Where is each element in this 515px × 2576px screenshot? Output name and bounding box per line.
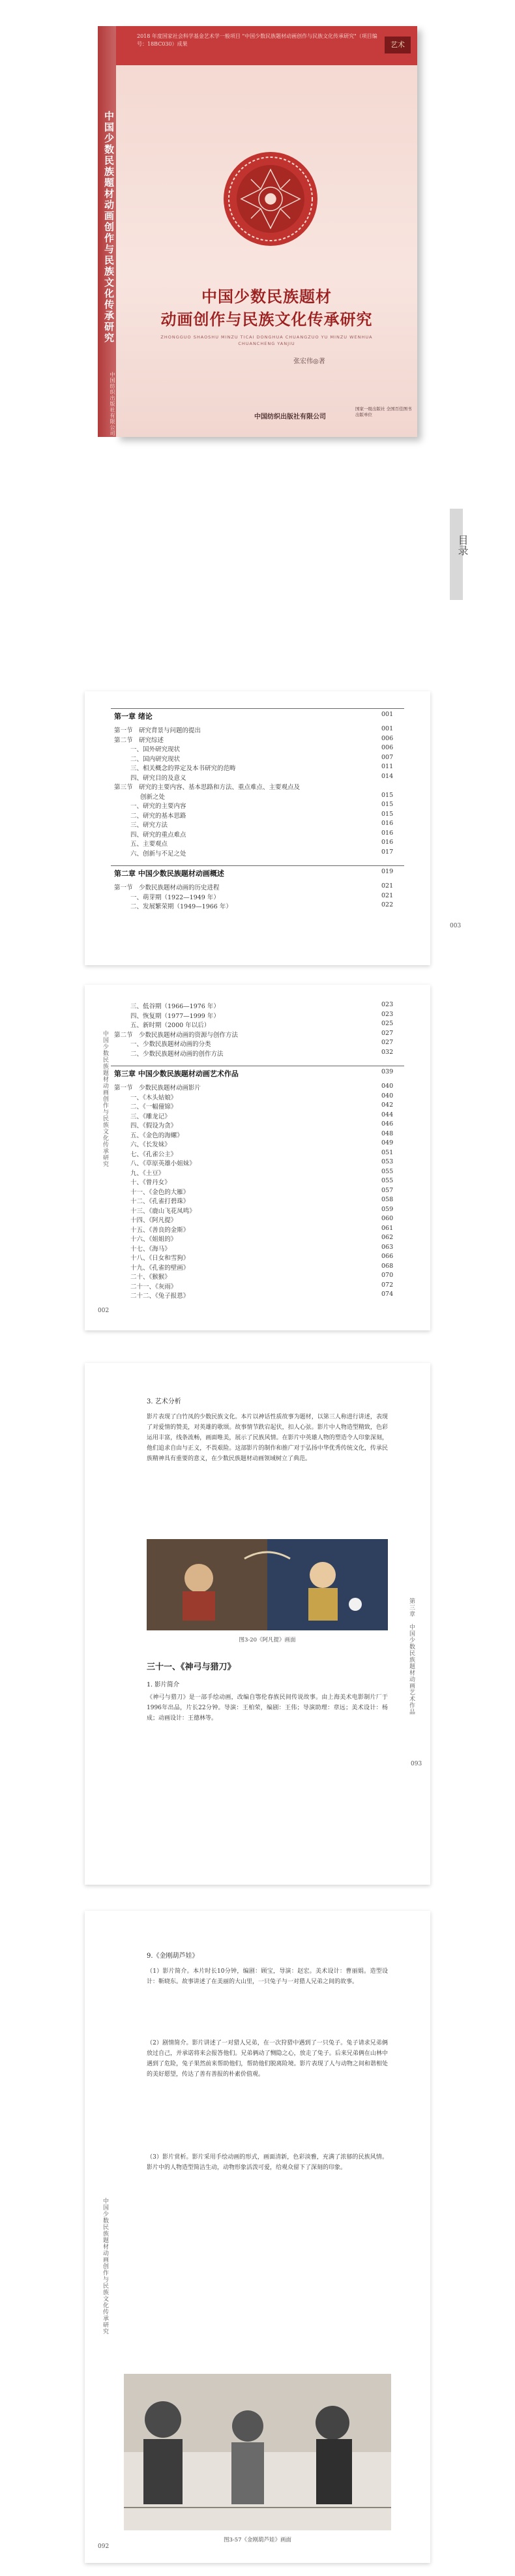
figure-3-57 <box>124 2374 391 2530</box>
toc-item-text: 十三、《鹿山飞花凤鸣》 <box>130 1207 196 1215</box>
toc-item-page: 042 <box>381 1101 394 1109</box>
toc-item-text: 十二、《孔雀打碧珠》 <box>130 1198 190 1205</box>
toc-item-page: 015 <box>381 810 394 818</box>
toc-item-text: 十四、《阿凡提》 <box>130 1217 177 1224</box>
toc-item-page: 022 <box>381 901 394 908</box>
toc-item-page: 021 <box>381 891 394 899</box>
toc-item-page: 059 <box>381 1205 394 1213</box>
toc-item-text: 一、国外研究现状 <box>130 746 181 753</box>
cover-publisher-note: 国家一级出版社 全国百佳图书出版单位 <box>355 406 412 417</box>
animation-still-icon <box>147 1539 388 1630</box>
toc-item-page: 016 <box>381 839 394 846</box>
toc-page-number: 003 <box>450 923 462 929</box>
toc-item-page: 070 <box>381 1272 394 1279</box>
toc-item-text: 一、少数民族题材动画的分类 <box>130 1041 211 1048</box>
figure-3-20 <box>147 1539 388 1630</box>
toc-item-page: 027 <box>381 1039 394 1046</box>
toc-item-page: 055 <box>381 1177 394 1184</box>
toc-item-text: 六、《长发妹》 <box>130 1141 171 1148</box>
toc-item-page: 032 <box>381 1048 394 1056</box>
toc-item-text: 四、《假设为贪》 <box>130 1122 177 1130</box>
toc-item-page: 055 <box>381 1167 394 1175</box>
p4-para1: （1）影片简介。本片时长10分钟，编剧：顾宝，导演：赵宏。美术设计：曹丽娟。造型设计：靳晓东。故事讲述了在美丽的大山里，一只兔子与一对猎人兄弟之间的故事。 <box>147 1968 388 1985</box>
toc-item-text: 二十一、《灰雨》 <box>130 1283 177 1291</box>
p3-section-heading: 三十一、《神弓与猎刀》 <box>147 1662 236 1672</box>
toc-item-text: 二十、《猴猴》 <box>130 1274 171 1281</box>
toc-chapter-2-page: 019 <box>381 868 394 875</box>
toc-item-text: 五、《金色的海螺》 <box>130 1131 183 1139</box>
p3-intro: 《神弓与猎刀》是一部手绘动画，改编自鄂伦春族民间传说故事。由上海美术电影制片厂于1996年出品，片长22分钟。导演：王柏荣，编剧：王伟；导演助理：章远；美术设计：杨成；动画设计：王德林等。 <box>147 1694 388 1722</box>
toc-item-page: 017 <box>381 848 394 856</box>
toc-item-page: 016 <box>381 820 394 827</box>
toc-item-page: 016 <box>381 829 394 837</box>
chapter-divider <box>111 708 404 709</box>
toc-item-text: 七、《孔雀公主》 <box>130 1150 177 1158</box>
toc-item-text: 一、《木头姑娘》 <box>130 1094 177 1101</box>
figure-3-57-caption: 图3-57《金刚葫芦娃》画面 <box>223 2537 292 2543</box>
p4-heading: 9.《金刚葫芦娃》 <box>147 1953 199 1960</box>
toc-item-text: 四、恢复期（1977—1999 年） <box>130 1012 220 1020</box>
toc-item-text: 第一节 少数民族题材动画的历史进程 <box>114 884 220 891</box>
toc-item-page: 060 <box>381 1215 394 1222</box>
toc-item-text: 二、少数民族题材动画的创作方法 <box>130 1050 224 1058</box>
toc-item-page: 063 <box>381 1243 394 1251</box>
p3-heading: 3. 艺术分析 <box>147 1398 181 1405</box>
toc-item-page: 011 <box>381 763 394 770</box>
toc2-page-number: 002 <box>98 1308 110 1314</box>
p3-side-label: 第三章 中国少数民族题材动画艺术作品 <box>408 1598 415 1715</box>
cover-badge: 艺术 <box>385 37 411 53</box>
toc-item-page: 014 <box>381 772 394 780</box>
toc-item-text: 十一、《金色的大雁》 <box>130 1188 190 1196</box>
toc-item-page: 066 <box>381 1253 394 1260</box>
toc-item-text: 二十二、《兔子报恩》 <box>130 1293 190 1300</box>
toc-item-page: 074 <box>381 1291 394 1298</box>
toc-item-page: 015 <box>381 801 394 808</box>
p4-para3: （3）影片赏析。影片采用手绘动画的形式，画面清新，色彩淡雅，充满了浓郁的民族风情。影片中的人物造型简洁生动，动物形象活泼可爱，给观众留下了深刻的印象。 <box>147 2154 388 2171</box>
toc-item-page: 061 <box>381 1224 394 1232</box>
toc-item-page: 048 <box>381 1130 394 1137</box>
toc-item-text: 十六、《姐姐的》 <box>130 1236 177 1243</box>
toc-item-text: 十、《曾丹女》 <box>130 1179 171 1186</box>
page-side-label: 中国少数民族题材动画创作与民族文化传承研究 <box>102 1030 108 1167</box>
toc-item-text: 十五、《善良的金斯》 <box>130 1226 190 1234</box>
p4-para2: （2）剧情简介。影片讲述了一对猎人兄弟，在一次狩猎中遇到了一只兔子。兔子请求兄弟俩放过自己，并承诺将来会报答他们。兄弟俩动了恻隐之心，放走了兔子。后来兄弟俩在山林中遇到了危险，兔子果然前来帮助他们，帮助他们脱离险境。影片表现了人与动物之间和谐相处的美好愿望，传达了善有善报的朴素价值观。 <box>147 2040 388 2078</box>
toc-item-text: 二、研究的基本思路 <box>130 812 186 820</box>
toc-item-page: 053 <box>381 1158 394 1165</box>
toc-item-text: 四、研究目的及意义 <box>130 774 186 782</box>
toc-item-page: 006 <box>381 744 394 751</box>
animation-still-2-icon <box>124 2374 391 2530</box>
toc-item-text: 六、创新与不足之处 <box>130 850 186 858</box>
toc-item-page: 023 <box>381 1010 394 1018</box>
toc-item-page: 062 <box>381 1234 394 1241</box>
toc-item-text: 十七、《海马》 <box>130 1245 171 1253</box>
toc-item-text: 二、《一幅僮锦》 <box>130 1103 177 1111</box>
toc-item-page: 006 <box>381 734 394 742</box>
toc-item-page: 025 <box>381 1020 394 1027</box>
toc-item-text: 三、低谷期（1966—1976 年） <box>130 1003 220 1010</box>
toc-item-text: 二、国内研究现状 <box>130 755 181 763</box>
toc-item-page: 051 <box>381 1148 394 1156</box>
toc-item-text: 八、《草原英雄小姐妹》 <box>130 1160 196 1167</box>
toc-item-page: 049 <box>381 1139 394 1146</box>
chapter-divider <box>111 865 404 866</box>
toc-item-text: 十八、《日女和雪狗》 <box>130 1255 190 1262</box>
toc-item-page: 058 <box>381 1196 394 1203</box>
toc-item-text: 第一节 研究背景与问题的提出 <box>114 727 201 734</box>
p3-sub-heading: 1. 影片简介 <box>147 1681 180 1688</box>
toc-item-text: 二、发展繁荣期（1949—1966 年） <box>130 903 232 910</box>
cover-band-text: 2018 年度国家社会科学基金艺术学一般项目 "中国少数民族题材动画创作与民族文化传承研究"（项目编号：18BC030）成果 <box>137 33 377 47</box>
cover-title-line2: 动画创作与民族文化传承研究 <box>160 310 373 329</box>
toc-item-page: 044 <box>381 1111 394 1118</box>
toc-item-text: 创新之处 <box>140 793 166 801</box>
toc-item-page: 001 <box>381 725 394 732</box>
toc-item-page: 046 <box>381 1120 394 1128</box>
toc-chapter-2-text: 第二章 中国少数民族题材动画概述 <box>114 869 224 878</box>
toc-item-text: 三、《雕龙记》 <box>130 1113 171 1120</box>
book-cover <box>98 26 417 437</box>
toc-item-page: 027 <box>381 1029 394 1037</box>
toc-item-text: 第二节 少数民族题材动画的资源与创作方法 <box>114 1031 239 1039</box>
cover-pinyin: ZHONGGUO SHAOSHU MINZU TICAI DONGHUA CHUANGZUO YU MINZU WENHUA CHUANCHENG YANJIU <box>160 335 373 346</box>
p4-page-number: 092 <box>98 2543 110 2550</box>
toc-item-text: 五、主要观点 <box>130 841 168 848</box>
figure-3-20-caption: 图3-20《阿凡提》画面 <box>239 1637 296 1643</box>
toc-item-page: 015 <box>381 791 394 799</box>
spine-title: 中国少数民族题材动画创作与民族文化传承研究 <box>103 111 115 344</box>
toc-item-text: 十九、《孔雀的壁画》 <box>130 1264 190 1272</box>
toc-item-page: 021 <box>381 882 394 890</box>
toc-item-text: 第二节 研究综述 <box>114 736 164 744</box>
toc-chapter-1-text: 第一章 绪论 <box>114 712 153 721</box>
toc-item-page: 023 <box>381 1001 394 1008</box>
toc-item-text: 第一节 少数民族题材动画影片 <box>114 1085 201 1092</box>
toc-item-page: 040 <box>381 1083 394 1090</box>
toc-item-text: 三、研究方法 <box>130 822 168 829</box>
toc-item-page: 068 <box>381 1262 394 1270</box>
toc-chapter-3-text: 第三章 中国少数民族题材动画艺术作品 <box>114 1070 239 1078</box>
p4-side-label: 中国少数民族题材动画创作与民族文化传承研究 <box>102 2198 108 2335</box>
toc-item-page: 007 <box>381 753 394 761</box>
cover-publisher: 中国纺织出版社有限公司 <box>254 413 326 421</box>
toc-item-page: 040 <box>381 1092 394 1100</box>
toc-item-text: 第三节 研究的主要内容、基本思路和方法、重点难点、主要观点及 <box>114 784 301 791</box>
spine-publisher: 中国纺织出版社有限公司 <box>110 372 115 436</box>
toc-chapter-3-page: 039 <box>381 1068 394 1075</box>
toc-chapter-1-page: 001 <box>381 711 394 718</box>
toc-item-text: 五、新时期（2000 年以后） <box>130 1022 211 1029</box>
toc-item-text: 三、相关概念的界定及本书研究的范畴 <box>130 765 236 772</box>
toc-item-page: 057 <box>381 1186 394 1194</box>
p3-page-number: 093 <box>411 1761 422 1767</box>
toc-item-text: 四、研究的重点难点 <box>130 831 186 839</box>
cover-medallion-icon <box>222 150 319 248</box>
toc-item-page: 072 <box>381 1281 394 1289</box>
toc-item-text: 一、萌芽期（1922—1949 年） <box>130 893 220 901</box>
toc-title: 目录 <box>456 535 469 556</box>
cover-author: 张宏伟◎著 <box>293 358 325 365</box>
toc-item-text: 一、研究的主要内容 <box>130 803 186 810</box>
cover-title-line1: 中国少数民族题材 <box>201 287 332 306</box>
p3-paragraph: 影片表现了白竹凤的少数民族文化。本片以神话性质故事为题材，以第三人称进行讲述，表现了对爱情的赞美，对英雄的歌颂。故事情节跌宕起伏，扣人心弦。影片中人物造型精致，色彩运用丰富，线条流畅，画面唯美，展示了民族风情。在影片中英雄人物的塑造令人印象深刻，他们追求自由与正义，不畏艰险。这部影片的制作和推广对于弘扬中华优秀传统文化，传承民族精神具有重要的意义，在少数民族题材动画领域树立了典范。 <box>147 1414 388 1462</box>
toc-item-text: 九、《土豆》 <box>130 1169 165 1177</box>
